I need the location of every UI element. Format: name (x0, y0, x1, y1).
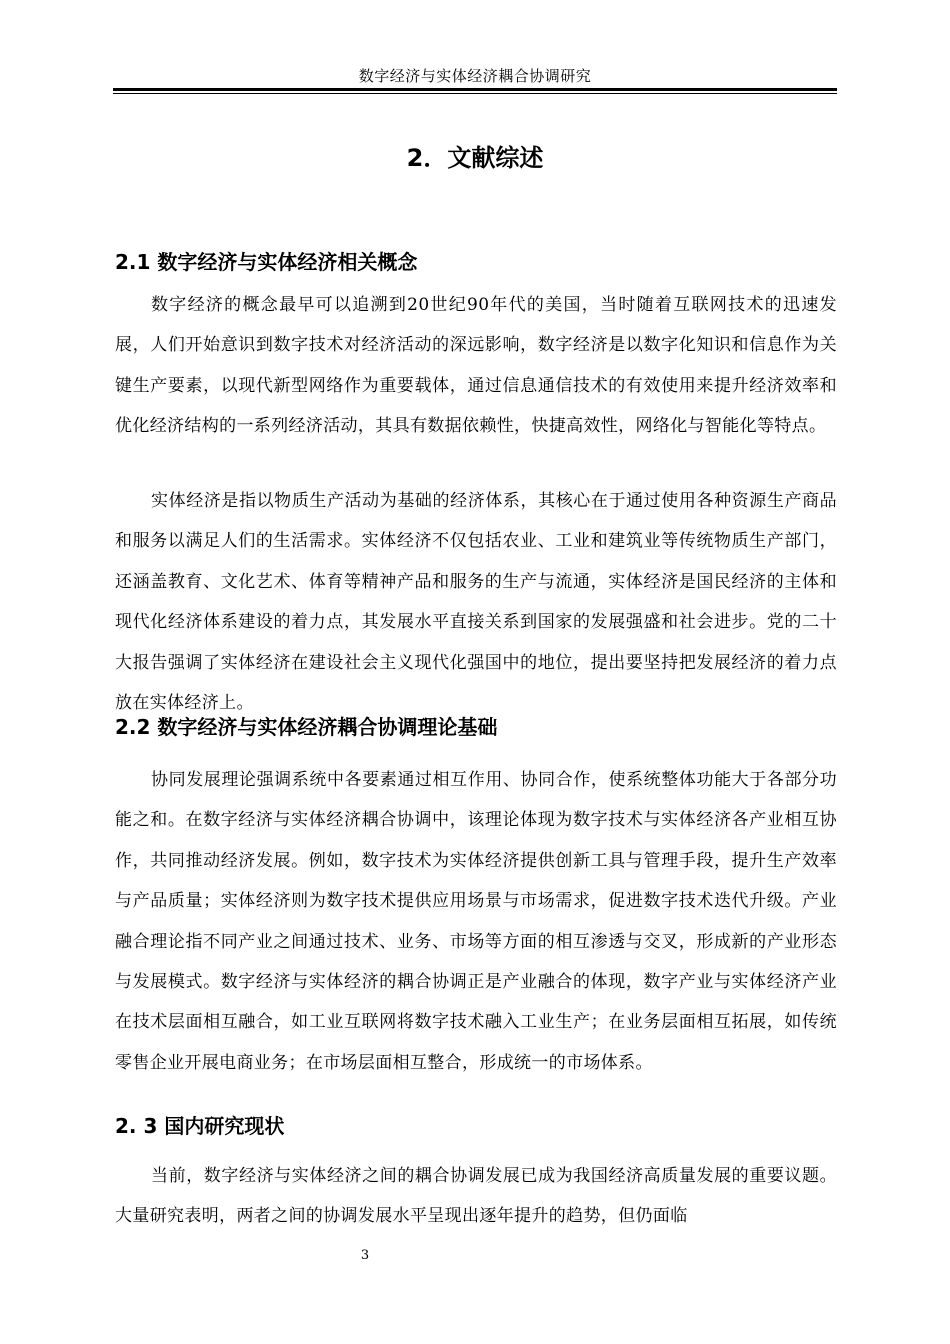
paragraph-2-3-a: 当前，数字经济与实体经济之间的耦合协调发展已成为我国经济高质量发展的重要议题。大量研究表明，两者之间的协调发展水平呈现出逐年提升的趋势，但仍面临 (115, 1166, 837, 1227)
paragraph-2-2-a: 协同发展理论强调系统中各要素通过相互作用、协同合作，使系统整体功能大于各部分功能之和。在数字经济与实体经济耦合协调中，该理论体现为数字技术与实体经济各产业相互协作，共同推动经济发展。例如，数字技术为实体经济提供创新工具与管理手段，提升生产效率与产品质量；实体经济则为数字技术提供应用场景与市场需求，促进数字技术迭代升级。产业融合理论指不同产业之间通过技术、业务、市场等方面的相互渗透与交叉，形成新的产业形态与发展模式。数字经济与实体经济的耦合协调正是产业融合的体现，数字产业与实体经济产业在技术层面相互融合，如工业互联网将数字技术融入工业生产；在业务层面相互拓展，如传统零售企业开展电商业务；在市场层面相互整合，形成统一的市场体系。 (115, 770, 837, 1073)
page-number: 3 (360, 1248, 370, 1263)
running-header: 数字经济与实体经济耦合协调研究 (358, 67, 592, 85)
chapter-title: 2．文献综述 (406, 144, 544, 172)
section-heading-2-3: 2. 3 国内研究现状 (115, 1114, 285, 1138)
paragraph-2-1-a: 数字经济的概念最早可以追溯到20世纪90年代的美国，当时随着互联网技术的迅速发展，人们开始意识到数字技术对经济活动的深远影响，数字经济是以数字化知识和信息作为关键生产要素，以现代新型网络作为重要载体，通过信息通信技术的有效使用来提升经济效率和优化经济结构的一系列经济活动，其具有数据依赖性，快捷高效性，网络化与智能化等特点。 (115, 295, 837, 437)
section-heading-2-1: 2.1 数字经济与实体经济相关概念 (115, 250, 418, 274)
header-rule-thin (113, 93, 837, 94)
header-rule-thick (113, 88, 837, 91)
paragraph-2-1-b: 实体经济是指以物质生产活动为基础的经济体系，其核心在于通过使用各种资源生产商品和服务以满足人们的生活需求。实体经济不仅包括农业、工业和建筑业等传统物质生产部门，还涵盖教育、文化艺术、体育等精神产品和服务的生产与流通，实体经济是国民经济的主体和现代化经济体系建设的着力点，其发展水平直接关系到国家的发展强盛和社会进步。党的二十大报告强调了实体经济在建设社会主义现代化强国中的地位，提出要坚持把发展经济的着力点放在实体经济上。 (115, 491, 837, 714)
section-heading-2-2: 2.2 数字经济与实体经济耦合协调理论基础 (115, 715, 498, 739)
